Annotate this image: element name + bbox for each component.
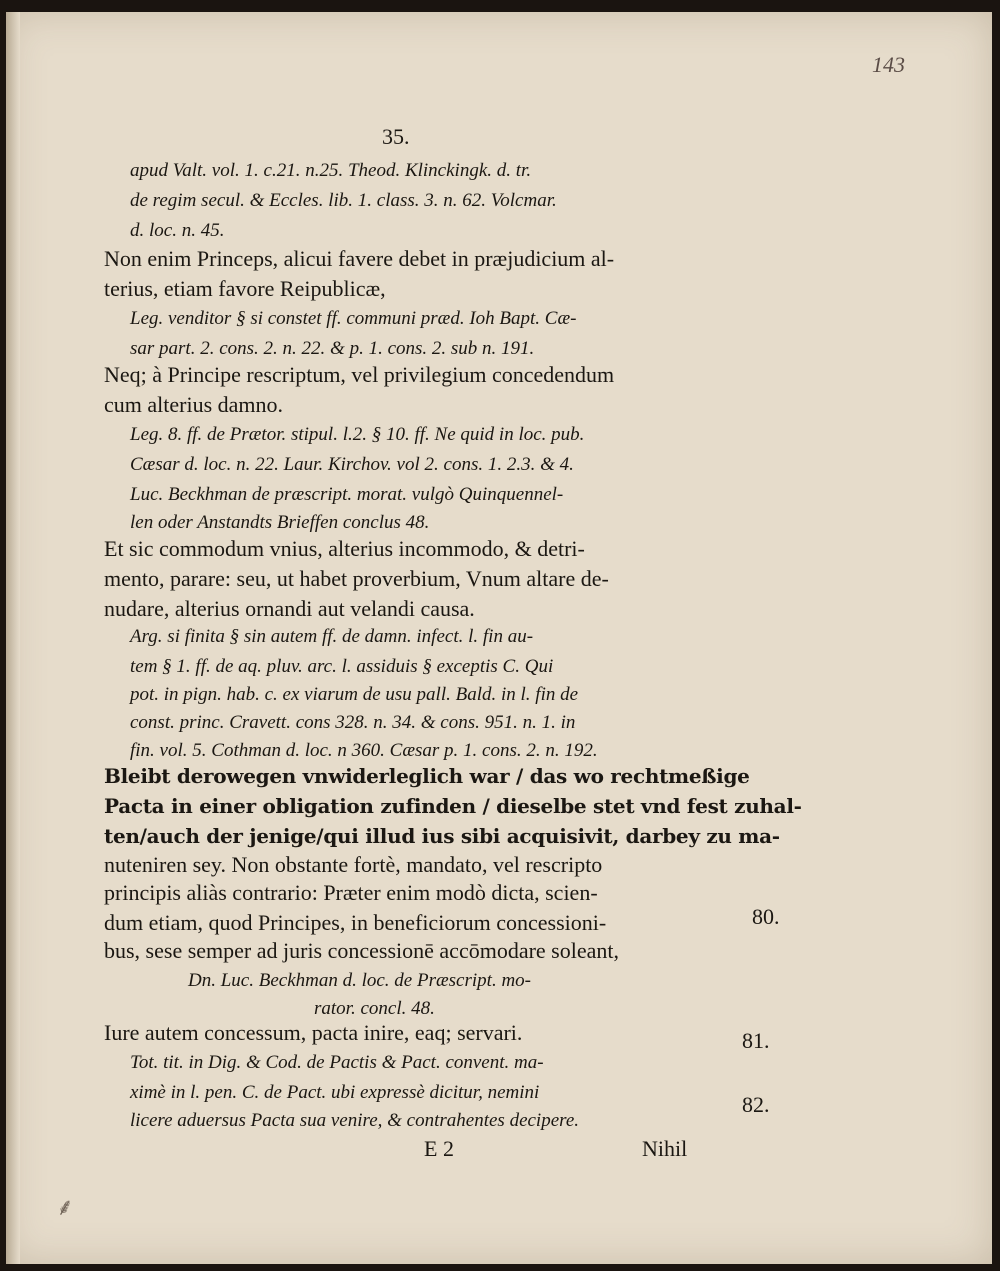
text-line: nudare, alterius ornandi aut velandi causa. [104,596,475,621]
citation-line: apud Valt. vol. 1. c.21. n.25. Theod. Klinckingk. d. tr. [130,160,532,181]
text-line: ten/auch der jenige/qui illud ius sibi acquisivit, darbey zu ma- [104,824,780,848]
page-number: 35. [382,124,410,149]
citation-line: rator. concl. 48. [314,998,435,1019]
citation-line: Dn. Luc. Beckhman d. loc. de Præscript. mo- [188,970,531,991]
citation-line: ximè in l. pen. C. de Pact. ubi expressè dicitur, nemini [130,1082,540,1103]
citation-line: pot. in pign. hab. c. ex viarum de usu pall. Bald. in l. fin de [130,684,579,705]
citation-line: Leg. 8. ff. de Prætor. stipul. l.2. § 10. ff. Ne quid in loc. pub. [130,424,585,445]
text-line: nuteniren sey. Non obstante fortè, mandato, vel rescripto [104,852,603,877]
text-line: dum etiam, quod Principes, in beneficiorum concessioni- [104,910,607,935]
text-line: Iure autem concessum, pacta inire, eaq; servari. [104,1020,523,1045]
text-line: Non enim Princeps, alicui favere debet in præjudicium al- [104,246,615,271]
citation-line: tem § 1. ff. de aq. pluv. arc. l. assiduis § exceptis C. Qui [130,656,554,677]
ink-flourish-icon: ⸙ [56,1195,74,1221]
text-line: bus, sese semper ad juris concessionē accōmodare soleant, [104,938,619,963]
text-line: Et sic commodum vnius, alterius incommodo, & detri- [104,536,585,561]
citation-line: const. princ. Cravett. cons 328. n. 34. & cons. 951. n. 1. in [130,712,576,733]
citation-line: licere aduersus Pacta sua venire, & contrahentes decipere. [130,1110,580,1131]
citation-line: de regim secul. & Eccles. lib. 1. class. 3. n. 62. Volcmar. [130,190,557,211]
citation-line: Leg. venditor § si constet ff. communi præd. Ioh Bapt. Cæ- [130,308,577,329]
page-spine-shadow [6,12,20,1264]
citation-line: fin. vol. 5. Cothman d. loc. n 360. Cæsar p. 1. cons. 2. n. 192. [130,740,598,761]
margin-paragraph-number: 82. [742,1092,770,1117]
text-line: Bleibt derowegen vnwiderleglich war / das wo rechtmeßige [104,764,750,788]
citation-line: d. loc. n. 45. [130,220,225,241]
text-line: Pacta in einer obligation zufinden / dieselbe stet vnd fest zuhal- [104,794,802,818]
text-line: principis aliàs contrario: Præter enim modò dicta, scien- [104,880,598,905]
citation-line: sar part. 2. cons. 2. n. 22. & p. 1. cons. 2. sub n. 191. [130,338,535,359]
text-line: cum alterius damno. [104,392,284,417]
margin-paragraph-number: 81. [742,1028,770,1053]
citation-line: Cæsar d. loc. n. 22. Laur. Kirchov. vol 2. cons. 1. 2.3. & 4. [130,454,574,475]
folio-number: 143 [872,52,905,77]
text-line: Neq; à Principe rescriptum, vel privilegium concedendum [104,362,615,387]
citation-line: Tot. tit. in Dig. & Cod. de Pactis & Pact. convent. ma- [130,1052,544,1073]
text-line: terius, etiam favore Reipublicæ, [104,276,386,301]
citation-line: Luc. Beckhman de præscript. morat. vulgò Quinquennel- [130,484,564,505]
text-line: mento, parare: seu, ut habet proverbium, Vnum altare de- [104,566,609,591]
margin-paragraph-number: 80. [752,904,780,929]
catchword: Nihil [642,1136,688,1161]
citation-line: Arg. si finita § sin autem ff. de damn. infect. l. fin au- [130,626,534,647]
signature-mark: E 2 [424,1136,454,1161]
citation-line: len oder Anstandts Brieffen conclus 48. [130,512,430,533]
